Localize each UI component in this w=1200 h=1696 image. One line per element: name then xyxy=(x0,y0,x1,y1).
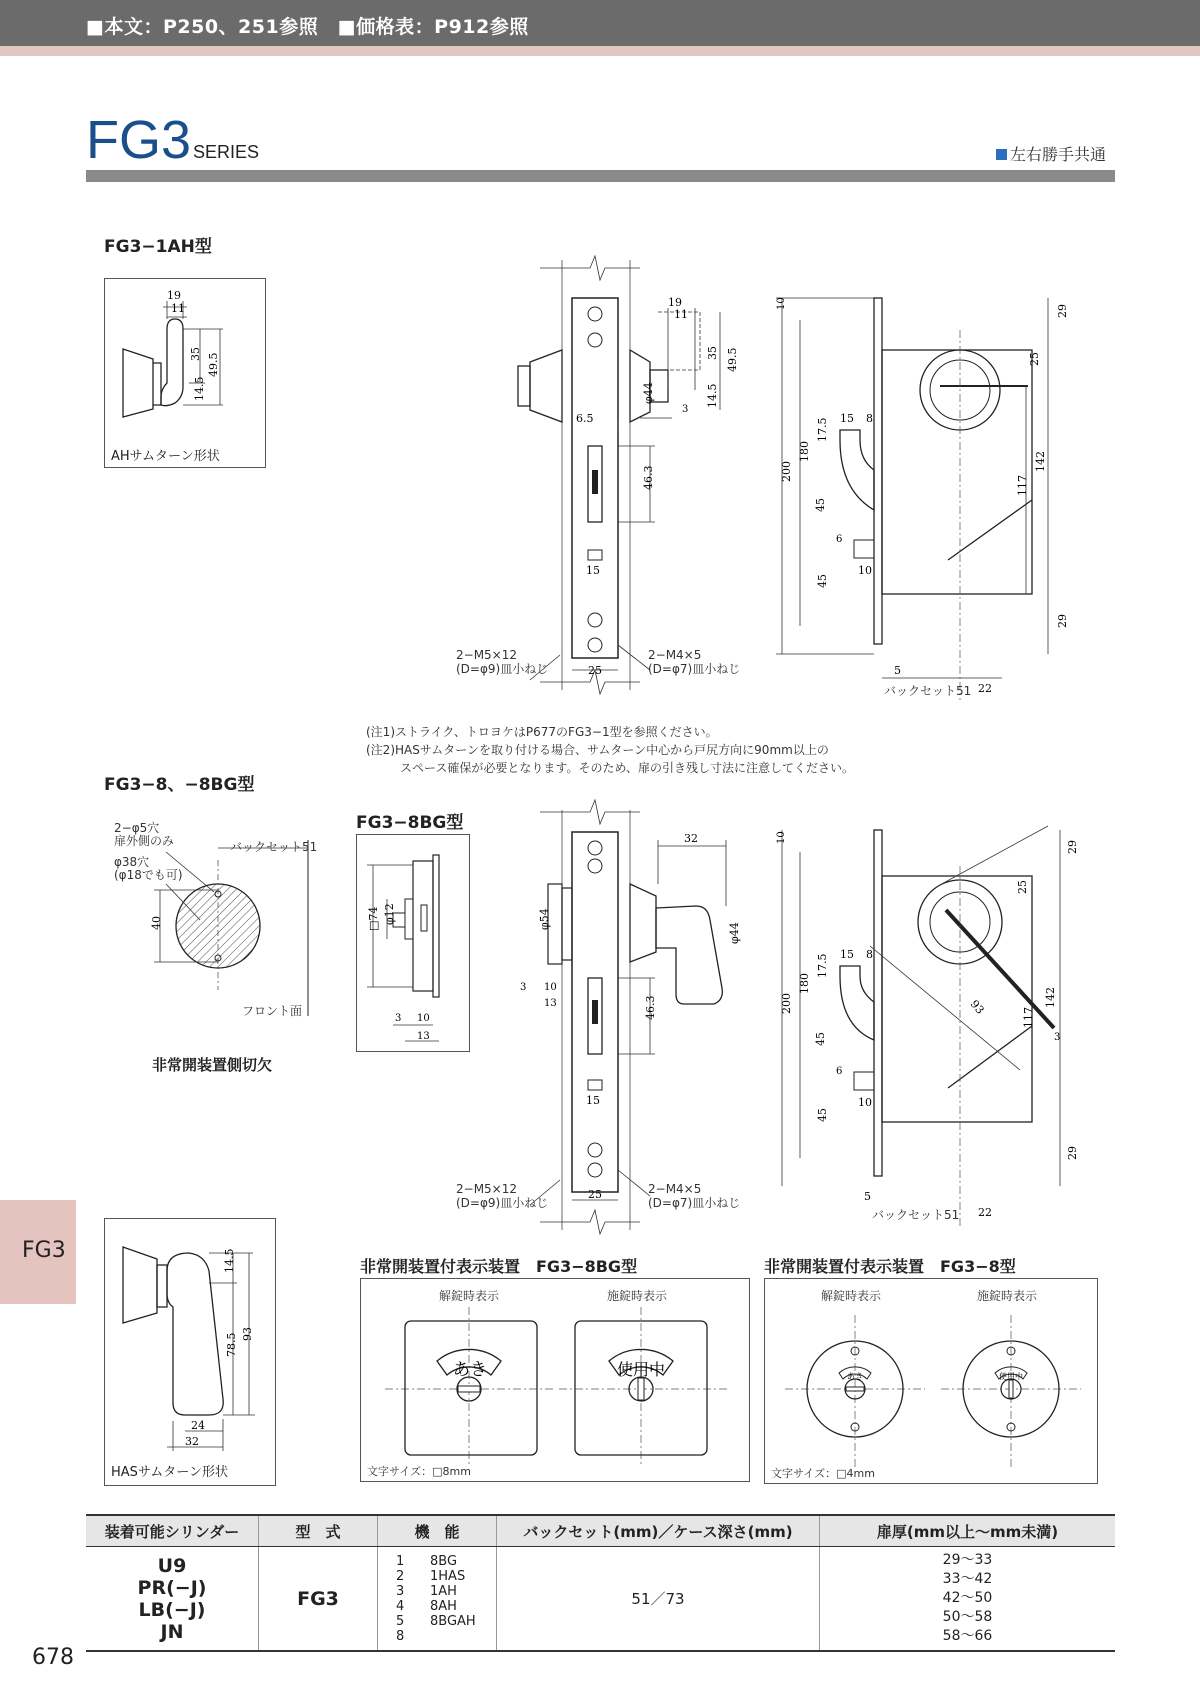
dim-180: 180 xyxy=(798,973,811,994)
dim-117: 117 xyxy=(1022,1007,1035,1028)
screw-spec-1b xyxy=(456,1182,548,1210)
inuse-text-small: 使用中 xyxy=(999,1372,1023,1381)
cylinder-item: JN xyxy=(160,1620,184,1643)
dim-142: 142 xyxy=(1044,987,1057,1008)
fg3-1ah-front-view xyxy=(500,250,760,700)
has-thumbturn-box xyxy=(104,1218,276,1486)
function-row xyxy=(396,1614,496,1629)
thickness-item: 29〜33 xyxy=(942,1552,993,1568)
indicator-bg-locked-label: 施錠時表示 xyxy=(607,1289,668,1303)
header-backset: バックセット(mm)／ケース深さ(mm) xyxy=(497,1515,820,1547)
reference-pages: ■本文：P250、251参照 ■価格表：P912参照 xyxy=(86,16,529,38)
dim-3: 3 xyxy=(395,1013,402,1024)
dim-93: 93 xyxy=(967,997,987,1017)
spec-header-row xyxy=(86,1515,1115,1547)
function-no: 5 xyxy=(396,1613,405,1629)
dim-15: 15 xyxy=(840,412,854,425)
dim-10b: 10 xyxy=(858,564,872,577)
function-no: 1 xyxy=(396,1553,405,1569)
dim-49-5: 49.5 xyxy=(726,347,739,372)
dim-13: 13 xyxy=(544,998,557,1009)
dim-5: 5 xyxy=(894,664,901,677)
function-code: 8BGAH xyxy=(430,1613,476,1629)
thickness-item: 50〜58 xyxy=(942,1609,993,1625)
function-code: 1AH xyxy=(430,1583,457,1599)
indicator-8-locked-label: 施錠時表示 xyxy=(977,1289,1038,1303)
dim-14-5: 14.5 xyxy=(223,1248,236,1273)
function-row xyxy=(396,1599,496,1614)
thickness-item: 33〜42 xyxy=(942,1571,993,1587)
dim-93: 93 xyxy=(241,1327,254,1341)
fg3-8bg-box xyxy=(356,834,470,1052)
dim-32: 32 xyxy=(185,1435,199,1448)
cylinder-item: PR(−J) xyxy=(137,1576,207,1599)
dim-8: 8 xyxy=(866,412,873,425)
section1-title: FG3−1AH型 xyxy=(104,237,212,257)
dim-13: 13 xyxy=(417,1031,430,1042)
fg3-8-front-view xyxy=(500,800,760,1240)
dim-29: 29 xyxy=(1066,840,1079,854)
note-1: (注1)ストライク、トロヨケはP677のFG3−1型を参照ください。 xyxy=(366,725,718,739)
screw-spec-2-size: 2−M4×5 xyxy=(648,648,702,662)
dim-17-5: 17.5 xyxy=(816,417,829,442)
dim-29b: 29 xyxy=(1066,1146,1079,1160)
dim-40: 40 xyxy=(150,916,163,930)
indicator-bg-box xyxy=(360,1278,750,1482)
dim-200: 200 xyxy=(780,993,793,1014)
backset-label: バックセット51 xyxy=(884,684,972,698)
section2-title: FG3−8、−8BG型 xyxy=(104,775,255,795)
dim-25: 25 xyxy=(588,664,602,677)
dim-25: 25 xyxy=(1016,880,1029,894)
dim-22: 22 xyxy=(978,682,992,695)
dim-35: 35 xyxy=(706,346,719,360)
cutout-backset: バックセット51 xyxy=(230,840,318,854)
note-3: スペース確保が必要となります。そのため、扉の引き残し寸法に注意してください。 xyxy=(400,761,854,775)
indicator-8-box xyxy=(764,1278,1098,1484)
dim-11: 11 xyxy=(674,308,688,321)
function-code: 8AH xyxy=(430,1598,457,1614)
function-no: 8 xyxy=(396,1628,405,1644)
fg3-8bg-drawing xyxy=(357,835,471,1053)
function-row xyxy=(396,1584,496,1599)
header-function: 機 能 xyxy=(378,1515,497,1547)
has-thumbturn-caption: HASサムターン形状 xyxy=(111,1465,229,1480)
indicator-bg-unlocked-label: 解錠時表示 xyxy=(439,1289,500,1303)
indicator-8-drawing xyxy=(765,1279,1099,1485)
dim-10b: 10 xyxy=(858,1096,872,1109)
dim-11: 11 xyxy=(171,302,185,315)
fg3-8bg-title: FG3−8BG型 xyxy=(356,813,464,833)
dim-15: 15 xyxy=(586,564,600,577)
dim-45b: 45 xyxy=(816,1108,829,1122)
header-thickness: 扉厚(mm以上〜mm未満) xyxy=(820,1515,1116,1547)
inuse-text: 使用中 xyxy=(617,1360,666,1379)
cylinder-item: U9 xyxy=(157,1554,187,1577)
dim-45: 45 xyxy=(814,498,827,512)
dim-10: 10 xyxy=(776,297,787,310)
screw-spec-1b-size: 2−M5×12 xyxy=(456,1182,518,1196)
ah-thumbturn-box xyxy=(104,278,266,468)
header-accent-strip xyxy=(0,46,1200,56)
dim-142: 142 xyxy=(1034,451,1047,472)
handing-note-text: 左右勝手共通 xyxy=(1010,145,1107,164)
open-text-small: あき xyxy=(847,1372,863,1381)
dim-10: 10 xyxy=(776,831,787,844)
screw-spec-1-type: (D=φ9)皿小ねじ xyxy=(456,662,549,676)
dim-3: 3 xyxy=(682,404,689,415)
dim-22: 22 xyxy=(978,1206,992,1219)
function-no: 4 xyxy=(396,1598,405,1614)
square-bullet-icon xyxy=(996,149,1007,160)
screw-spec-2b xyxy=(648,1182,740,1210)
screw-spec-1 xyxy=(456,648,548,676)
dim-32: 32 xyxy=(684,832,698,845)
header-cylinder: 装着可能シリンダー xyxy=(86,1515,259,1547)
cutout-hole-small xyxy=(114,822,174,848)
dim-14-5: 14.5 xyxy=(193,376,206,401)
screw-spec-1-size: 2−M5×12 xyxy=(456,648,518,662)
function-code: 1HAS xyxy=(430,1568,466,1584)
dim-3b: 3 xyxy=(1054,1032,1061,1043)
cell-functions xyxy=(378,1547,497,1652)
front-face-label: フロント面 xyxy=(242,1004,303,1018)
dim-6: 6 xyxy=(836,534,843,545)
screw-spec-2-type: (D=φ7)皿小ねじ xyxy=(648,662,741,676)
function-no: 3 xyxy=(396,1583,405,1599)
dim-10: 10 xyxy=(417,1013,430,1024)
dim-78-5: 78.5 xyxy=(225,1332,238,1357)
cutout-hole-small-note: 扉外側のみ xyxy=(114,834,175,848)
dim-14-5: 14.5 xyxy=(706,383,719,408)
handing-note xyxy=(996,142,1106,165)
page-number: 678 xyxy=(32,1645,74,1670)
dim-phi44: φ44 xyxy=(728,922,741,944)
dim-25: 25 xyxy=(1028,352,1041,366)
cutout-hole-large xyxy=(114,856,183,882)
function-row xyxy=(396,1629,496,1644)
indicator-8-font-size: 文字サイズ：□4mm xyxy=(771,1467,875,1480)
note-2: (注2)HASサムターンを取り付ける場合、サムターン中心から戸尻方向に90mm以上の xyxy=(366,743,829,757)
ah-thumbturn-caption: AHサムターン形状 xyxy=(111,449,220,464)
cell-backset: 51／73 xyxy=(497,1547,820,1652)
dim-46-3: 46.3 xyxy=(644,995,657,1020)
open-text: あき xyxy=(453,1360,487,1380)
dim-117: 117 xyxy=(1016,475,1029,496)
dim-sq74: □74 xyxy=(367,906,380,931)
dim-46-3: 46.3 xyxy=(642,465,655,490)
indicator-8-title: 非常開装置付表示装置 FG3−8型 xyxy=(764,1257,1016,1276)
cutout-hole-large-spec: φ38穴 xyxy=(114,855,150,869)
fg3-8-side-view xyxy=(770,826,1080,1226)
dim-phi44: φ44 xyxy=(642,382,655,404)
side-tab-label: FG3 xyxy=(22,1238,66,1263)
function-row xyxy=(396,1554,496,1569)
dim-6-5: 6.5 xyxy=(576,412,594,425)
header-model: 型 式 xyxy=(259,1515,378,1547)
dim-200: 200 xyxy=(780,461,793,482)
cutout-hole-large-note: (φ18でも可) xyxy=(114,868,183,882)
series-name: FG3 xyxy=(86,110,192,170)
backset-label-2: バックセット51 xyxy=(872,1208,960,1222)
dim-17-5: 17.5 xyxy=(816,953,829,978)
indicator-bg-font-size: 文字サイズ：□8mm xyxy=(367,1465,471,1478)
section-side-tab xyxy=(0,1200,76,1304)
screw-spec-2b-size: 2−M4×5 xyxy=(648,1182,702,1196)
has-thumbturn-drawing xyxy=(105,1219,277,1487)
title-rule xyxy=(86,170,1115,182)
function-no: 2 xyxy=(396,1568,405,1584)
indicator-8-unlocked-label: 解錠時表示 xyxy=(821,1289,882,1303)
function-row xyxy=(396,1569,496,1584)
ah-thumbturn-drawing xyxy=(105,279,267,469)
dim-8: 8 xyxy=(866,948,873,961)
cell-thickness xyxy=(820,1547,1116,1652)
cell-cylinders xyxy=(86,1547,259,1652)
dim-phi54: φ54 xyxy=(538,908,551,930)
dim-25: 25 xyxy=(588,1188,602,1201)
indicator-bg-drawing xyxy=(361,1279,751,1483)
cutout-caption: 非常開装置側切欠 xyxy=(152,1056,273,1074)
dim-phi12: φ12 xyxy=(383,903,396,925)
screw-spec-1b-type: (D=φ9)皿小ねじ xyxy=(456,1196,549,1210)
thickness-item: 58〜66 xyxy=(942,1628,993,1644)
cylinder-item: LB(−J) xyxy=(138,1598,206,1621)
screw-spec-2b-type: (D=φ7)皿小ねじ xyxy=(648,1196,741,1210)
cutout-hole-small-spec: 2−φ5穴 xyxy=(114,821,160,835)
dim-3: 3 xyxy=(520,982,527,993)
dim-35: 35 xyxy=(189,347,202,361)
thickness-item: 42〜50 xyxy=(942,1590,993,1606)
dim-19: 19 xyxy=(668,296,682,309)
dim-180: 180 xyxy=(798,441,811,462)
dim-45: 45 xyxy=(814,1032,827,1046)
indicator-bg-title: 非常開装置付表示装置 FG3−8BG型 xyxy=(360,1257,638,1276)
dim-15: 15 xyxy=(586,1094,600,1107)
dim-29: 29 xyxy=(1056,304,1069,318)
dim-29b: 29 xyxy=(1056,614,1069,628)
dim-24: 24 xyxy=(191,1419,205,1432)
dim-6: 6 xyxy=(836,1066,843,1077)
dim-45b: 45 xyxy=(816,574,829,588)
dim-49-5: 49.5 xyxy=(207,352,220,377)
dim-5: 5 xyxy=(864,1190,871,1203)
spec-table xyxy=(86,1514,1115,1652)
series-suffix: SERIES xyxy=(193,142,260,162)
spec-data-row xyxy=(86,1547,1115,1652)
function-code: 8BG xyxy=(430,1553,458,1569)
fg3-1ah-side-view xyxy=(770,290,1070,700)
dim-19: 19 xyxy=(167,289,181,302)
dim-15: 15 xyxy=(840,948,854,961)
cell-model: FG3 xyxy=(259,1547,378,1652)
dim-10: 10 xyxy=(544,982,557,993)
screw-spec-2 xyxy=(648,648,740,676)
